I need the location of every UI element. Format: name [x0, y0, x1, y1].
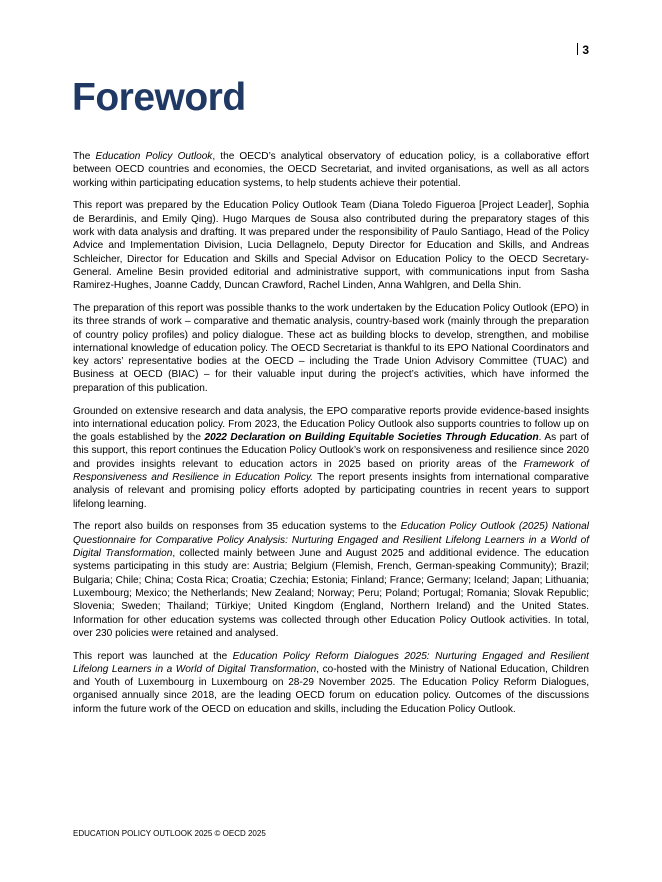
page-title: Foreword	[72, 76, 246, 119]
page-footer: EDUCATION POLICY OUTLOOK 2025 © OECD 2025	[73, 829, 266, 838]
text-run: This report was prepared by the Education Policy Outlook Team (Diana Toledo Figueroa [Project Leader], Sophia de Berardinis, and Emily Qing). Hugo Marques de Sousa also contributed during the preparatory stages of this work with data analysis and drafting. It was prepared under the responsibility of Paulo Santiago, Head of the Policy Advice and Implementation Division, Lucia Dellagnelo, Deputy Director for Education and Skills, and Andreas Schleicher, Director for Education and Skills and Special Advisor on Education Policy to the OECD Secretary-General. Ameline Besin provided editorial and administrative support, with communications input from Sasha Ramirez-Hughes, Joanne Caddy, Duncan Crawford, Rachel Linden, Anna Wahlgren, and Della Shin.	[73, 200, 589, 292]
text-run: , co-hosted with the Ministry of National Education, Children and Youth of Luxembourg in Luxembourg on 28-29 November 2025. The Education Policy Reform Dialogues, organised annually since 2018, are the leading OECD forum on education policy. Outcomes of the discussions inform the future work of the OECD on education and skills, including the Education Policy Outlook.	[73, 663, 590, 715]
text-run: The preparation of this report was possible thanks to the work undertaken by the Education Policy Outlook (EPO) in its three strands of work – comparative and thematic analysis, country-based work (mainly through the preparation of country policy profiles) and policy dialogue. These act as building blocks to develop, strengthen, and mobilise international knowledge of education policy. The OECD Secretariat is thankful to its EPO National Coordinators and key actors’ representative bodies at the OECD – including the Trade Union Advisory Committee (TUAC) and Business at OECD (BIAC) – for their valuable input during the project’s activities, which have informed the preparation of this publication.	[73, 302, 589, 394]
text-run: The report presents insights from international comparative analysis of relevant and promising policy efforts adopted by participating countries in recent years to support lifelong learning.	[73, 472, 589, 510]
text-run: , the OECD’s analytical observatory of education policy, is a collaborative effort between OECD countries and economies, the OECD Secretariat, and invited organisations, as well as all actors working within participating education systems, to help students achieve their potential.	[73, 151, 590, 189]
paragraph	[73, 302, 589, 395]
page-number-divider	[577, 43, 578, 55]
text-run: This report was launched at the	[73, 650, 233, 662]
text-run: Grounded on extensive research and data analysis, the EPO comparative reports provide evidence-based insights into international education policy. From 2023, the Education Policy Outlook also supports countries to follow up on the goals established by the	[73, 405, 589, 444]
text-run: , collected mainly between June and August 2025 and additional evidence. The education systems participating in this study are: Austria; Belgium (Flemish, French, German-speaking Community); Brazil; Bulgaria; Chile; China; Costa Rica; Croatia; Czechia; Estonia; Finland; France; Germany; Iceland; Japan; Lithuania; Luxembourg; Mexico; the Netherlands; New Zealand; Norway; Peru; Poland; Portugal; Romania; Slovak Republic; Slovenia; Sweden; Thailand; Türkiye; United Kingdom (England, Northern Ireland) and the United States. Information for other education systems was collected through other Education Policy Outlook activities. In total, over 230 policies were retained and analysed.	[73, 548, 589, 639]
emphasized-text: Education Policy Outlook	[95, 151, 213, 162]
body-text	[73, 150, 589, 726]
page-number-value: 3	[582, 43, 589, 57]
paragraph	[73, 405, 589, 511]
text-run: . As part of this support, this report continues the Education Policy Outlook’s work on responsiveness and resilience since 2020 and provides insights relevant to education actors in 2025 based on priority areas of the	[73, 432, 589, 470]
paragraph	[73, 650, 589, 716]
emphasized-text: Education Policy Outlook (2025) National Questionnaire for Comparative Policy Analysis: Nurturing Engaged and Resilient Lifelong Learners in a World of Digital Transformation	[73, 521, 589, 560]
emphasized-text: Framework of Responsiveness and Resilience in Education Policy.	[73, 458, 589, 484]
paragraph	[73, 199, 589, 292]
text-run: The report also builds on responses from 35 education systems to the	[73, 521, 401, 533]
paragraph	[73, 520, 589, 640]
page-number	[577, 43, 589, 57]
emphasized-text: 2022 Declaration on Building Equitable Societies Through Education	[204, 432, 539, 444]
text-run: The	[73, 151, 96, 162]
emphasized-text: Education Policy Reform Dialogues 2025: Nurturing Engaged and Resilient Lifelong Learners in a World of Digital Transformation	[73, 650, 589, 675]
paragraph	[73, 150, 589, 190]
